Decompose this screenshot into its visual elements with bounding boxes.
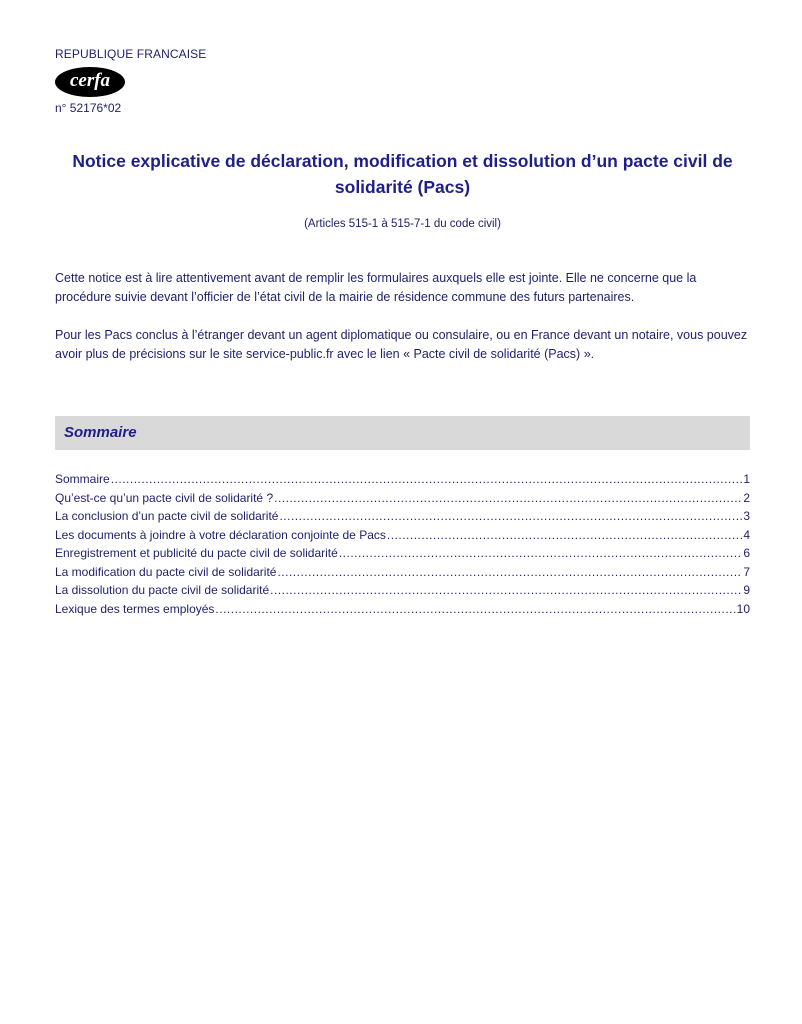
toc-entry-label: Qu’est-ce qu’un pacte civil de solidarité ?	[55, 490, 274, 505]
toc-entry[interactable]	[55, 528, 750, 547]
cerfa-logo-text: cerfa	[69, 70, 111, 91]
toc-leader-dots	[277, 565, 742, 579]
toc-entry[interactable]	[55, 491, 750, 510]
toc-leader-dots	[279, 509, 742, 523]
toc-entry-page: 9	[743, 583, 750, 597]
section-title: Sommaire	[64, 424, 137, 441]
table-of-contents	[55, 472, 750, 620]
toc-leader-dots	[387, 528, 742, 542]
toc-entry-page: 3	[743, 509, 750, 523]
toc-entry-label: La modification du pacte civil de solidarité	[55, 564, 277, 579]
intro-paragraph-1: Cette notice est à lire attentivement avant de remplir les formulaires auxquels elle est jointe. Elle ne concerne que la procédure suivie devant l’officier de l’état civil de la mairie de résidence commune des futurs partenaires.	[55, 271, 697, 304]
toc-entry[interactable]	[55, 565, 750, 584]
intro-paragraph-2: Pour les Pacs conclus à l’étranger devant un agent diplomatique ou consulaire, ou en France devant un notaire, vous pouvez avoir plus de précisions sur le site service-public.fr avec le lien « Pacte civil de solidarité (Pacs) ».	[55, 328, 748, 361]
toc-entry[interactable]	[55, 509, 750, 528]
toc-entry[interactable]	[55, 546, 750, 565]
toc-leader-dots	[111, 472, 743, 486]
toc-entry-page: 1	[743, 472, 750, 486]
document-subtitle: (Articles 515-1 à 515-7-1 du code civil)	[304, 218, 501, 230]
toc-entry-label: La dissolution du pacte civil de solidarité	[55, 583, 270, 597]
toc-leader-dots	[215, 602, 735, 616]
toc-entry-page: 2	[743, 490, 750, 505]
toc-entry-label: Les documents à joindre à votre déclaration conjointe de Pacs	[55, 527, 386, 542]
toc-leader-dots	[274, 491, 742, 505]
toc-entry-page: 10	[736, 601, 750, 616]
toc-entry[interactable]	[55, 602, 750, 621]
toc-entry-label: La conclusion d’un pacte civil de solidarité	[55, 509, 279, 523]
section-header-bar	[55, 416, 750, 450]
toc-entry[interactable]	[55, 583, 750, 602]
toc-entry-label: Lexique des termes employés	[55, 601, 215, 616]
toc-entry[interactable]	[55, 472, 750, 491]
document-header	[55, 47, 206, 115]
toc-leader-dots	[339, 546, 742, 560]
toc-entry-page: 4	[743, 527, 750, 542]
toc-leader-dots	[270, 583, 742, 597]
republic-label: REPUBLIQUE FRANCAISE	[55, 47, 207, 61]
cerfa-number: n° 52176*02	[55, 101, 122, 115]
toc-entry-page: 7	[743, 564, 750, 579]
toc-entry-label: Enregistrement et publicité du pacte civil de solidarité	[55, 546, 338, 560]
document-title: Notice explicative de déclaration, modification et dissolution d’un pacte civil de solidarité (Pacs)	[72, 151, 733, 197]
cerfa-logo	[55, 67, 125, 97]
toc-entry-page: 6	[743, 546, 750, 560]
toc-entry-label: Sommaire	[55, 472, 110, 486]
